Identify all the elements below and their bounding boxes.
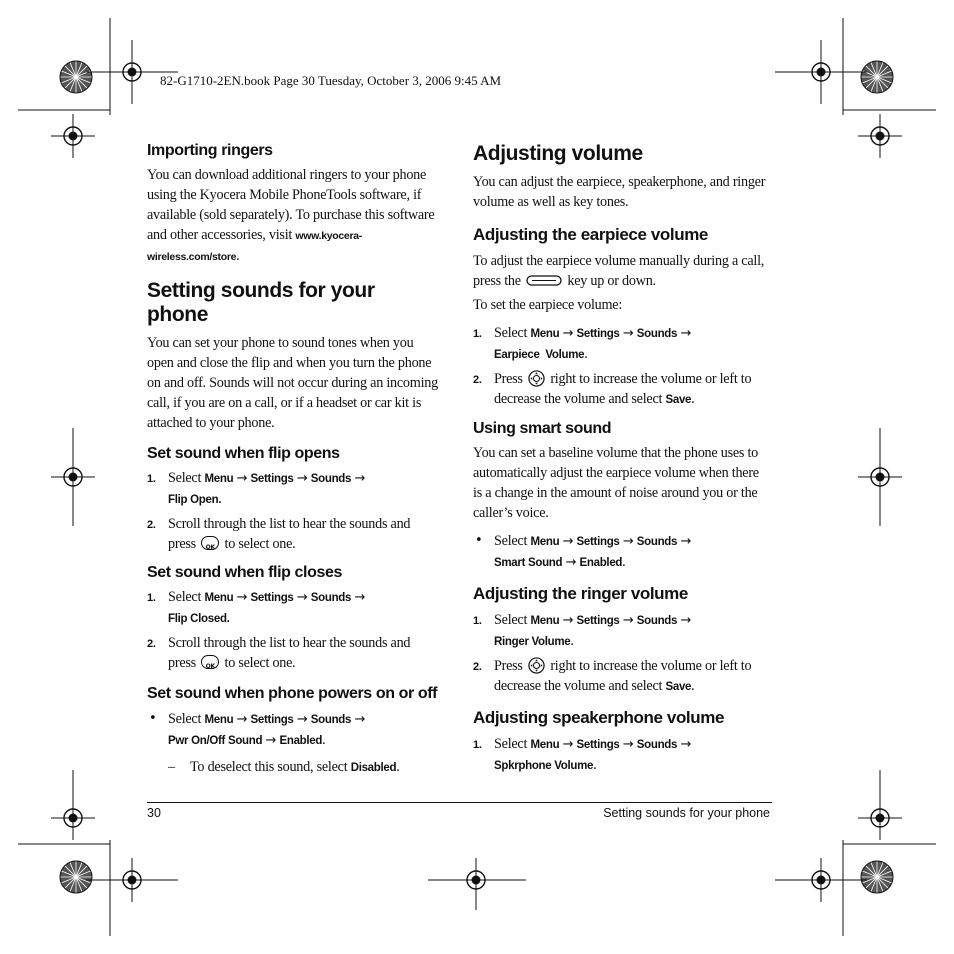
list-item: • Select Menu → Settings → Sounds → Pwr On/Off Sound → Enabled. – To deselect this sound, select Disabled. [147, 709, 441, 778]
left-column [147, 142, 441, 788]
flip-closes-steps [147, 587, 441, 673]
flip-opens-heading: Set sound when flip opens [147, 445, 340, 462]
earpiece-intro-text: To adjust the earpiece volume manually during a call, press the key up or down. [473, 253, 765, 289]
star-target-icon [861, 861, 893, 893]
list-item: 1. Select Menu → Settings → Sounds → Earpiece Volume. [473, 325, 692, 362]
side-volume-key-icon [526, 275, 562, 286]
page-number: 30 [147, 806, 161, 820]
list-item: 2. Scroll through the list to hear the sounds and press OK to select one. [147, 514, 441, 554]
store-url[interactable]: www.kyocera-wireless.com/store [147, 230, 362, 263]
list-item: • Select Menu → Settings → Sounds → Smart Sound → Enabled. [475, 533, 692, 570]
importing-ringers-heading: Importing ringers [147, 142, 273, 159]
speakerphone-volume-heading: Adjusting speakerphone volume [473, 708, 725, 727]
star-target-icon [861, 61, 893, 93]
ok-key-icon [201, 655, 219, 669]
importing-ringers-text: You can download additional ringers to your phone using the Kyocera Mobile PhoneTools software, if available (sold separately). To purchase this software and other accessories, visit www.kyocera-wireless.com/store. [147, 167, 435, 264]
ok-key-icon [201, 536, 219, 550]
smart-sound-text: You can set a baseline volume that the phone uses to automatically adjust the earpiece volume when there is a change in the amount of noise around you or the caller’s voice. [473, 445, 759, 521]
ringer-volume-heading: Adjusting the ringer volume [473, 584, 688, 603]
powers-on-off-heading: Set sound when phone powers on or off [147, 685, 438, 702]
smart-sound-steps [473, 531, 771, 573]
navigation-key-icon [528, 370, 545, 387]
book-info-header: 82-G1710-2EN.book Page 30 Tuesday, October 3, 2006 9:45 AM [160, 73, 502, 88]
ringer-steps [473, 610, 771, 697]
list-item: 2. Press right to increase the volume or left to decrease the volume and select Save. [473, 658, 752, 694]
star-target-icon [60, 861, 92, 893]
earpiece-set-text: To set the earpiece volume: [473, 297, 623, 313]
setting-sounds-text: You can set your phone to sound tones when you open and close the flip and when you turn the phone on and off. Sounds will not occur during an incoming call, if you are on a call, or if a headset or car kit is attached to your phone. [147, 335, 438, 431]
flip-closes-heading: Set sound when flip closes [147, 564, 342, 581]
footer-section-title: Setting sounds for your phone [603, 806, 770, 820]
earpiece-volume-heading: Adjusting the earpiece volume [473, 225, 708, 244]
speakerphone-steps [473, 734, 771, 776]
flip-opens-steps [147, 468, 441, 554]
powers-steps [147, 709, 441, 778]
registration-mark-icon [858, 114, 902, 158]
adjusting-volume-heading: Adjusting volume [473, 142, 643, 165]
smart-sound-heading: Using smart sound [473, 420, 612, 437]
deselect-note: – To deselect this sound, select Disabled. [168, 759, 400, 775]
right-column [473, 142, 771, 786]
list-item: 2. Press right to increase the volume or left to decrease the volume and select Save. [473, 371, 752, 407]
navigation-key-icon [528, 657, 545, 674]
setting-sounds-heading: Setting sounds for your phone [147, 279, 375, 326]
list-item: 1. Select Menu → Settings → Sounds → Spkrphone Volume. [473, 736, 692, 773]
earpiece-steps [473, 323, 771, 410]
star-target-icon [60, 61, 92, 93]
list-item: 2. Scroll through the list to hear the sounds and press OK to select one. [147, 633, 441, 673]
adjusting-volume-text: You can adjust the earpiece, speakerphone, and ringer volume as well as key tones. [473, 174, 766, 210]
footer-rule [147, 802, 772, 803]
list-item: 1. Select Menu → Settings → Sounds → Ringer Volume. [473, 612, 692, 649]
list-item: 1. Select Menu → Settings → Sounds → Flip Open. [147, 470, 366, 506]
list-item: 1. Select Menu → Settings → Sounds → Flip Closed. [147, 589, 366, 625]
registration-mark-icon [51, 114, 95, 158]
